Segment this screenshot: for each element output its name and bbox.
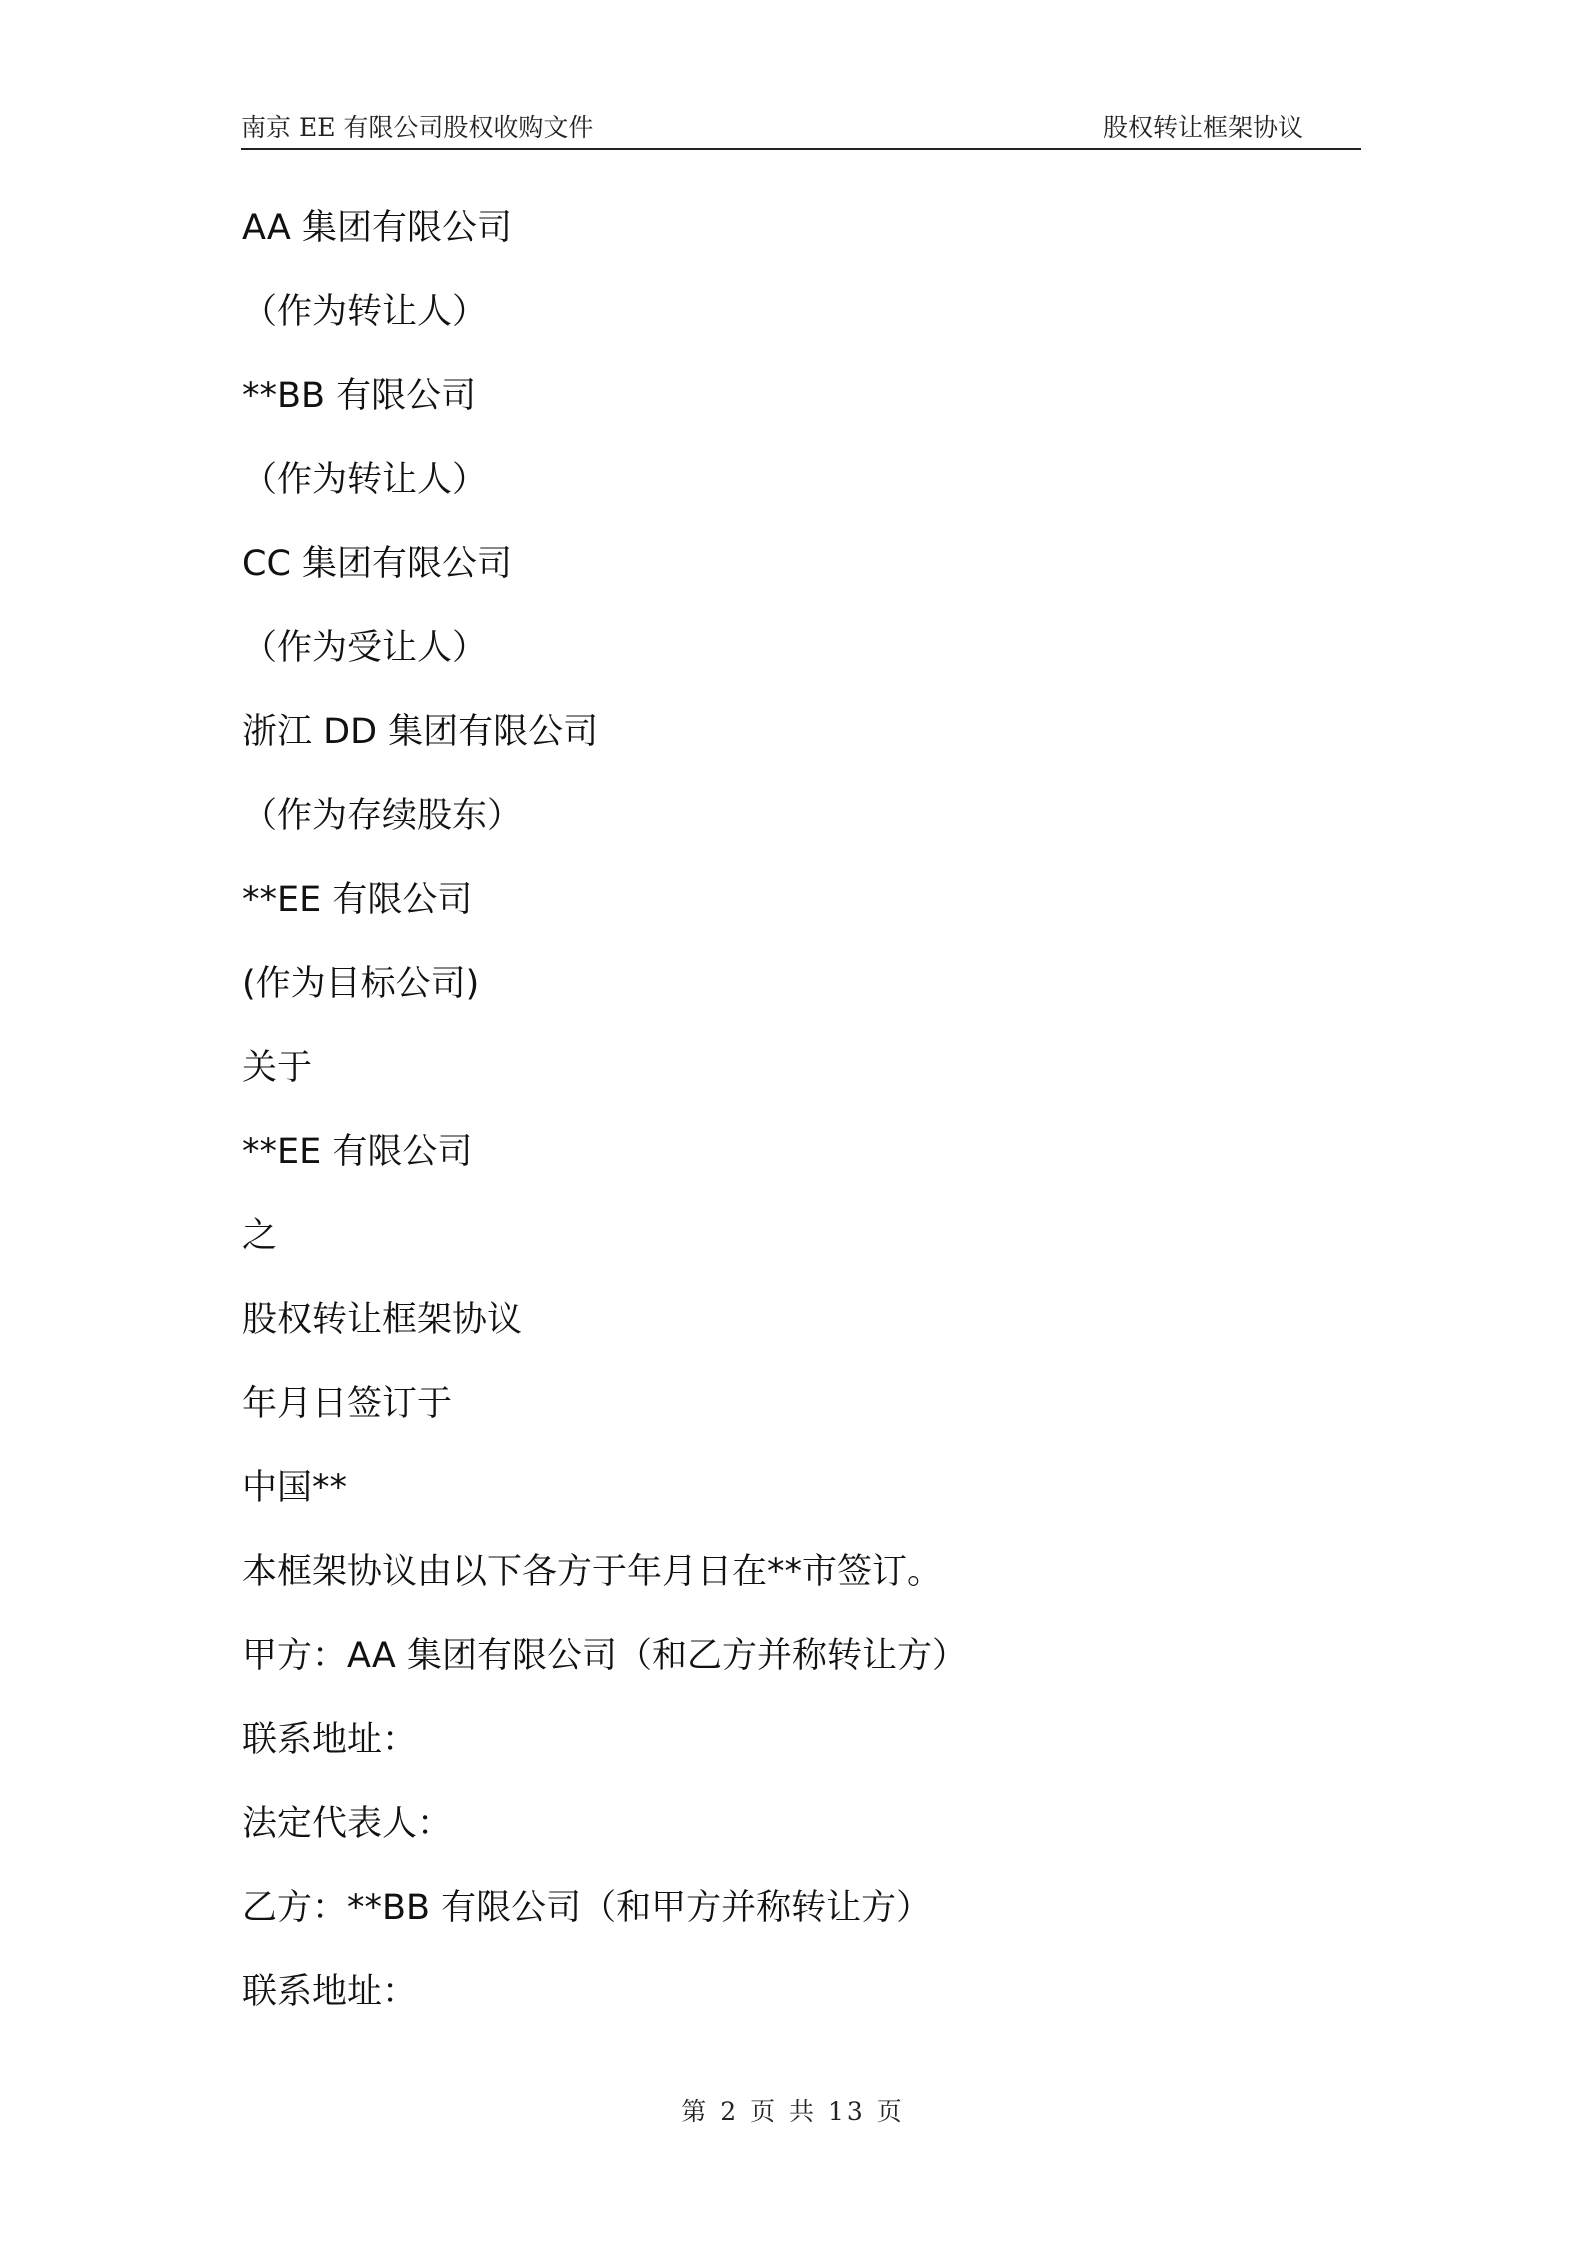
transferee-name: CC 集团有限公司 xyxy=(242,544,513,584)
document-body xyxy=(242,198,1342,2046)
signing-place-line: 中国** xyxy=(242,1468,348,1508)
header-document-title: 南京 EE 有限公司股权收购文件 xyxy=(241,113,594,142)
party-b-role: （作为转让人） xyxy=(242,460,488,500)
header-agreement-title: 股权转让框架协议 xyxy=(1102,113,1303,142)
party-a-name: AA 集团有限公司 xyxy=(242,208,512,248)
party-a-address-label: 联系地址： xyxy=(242,1720,418,1760)
party-a-line: 甲方：AA 集团有限公司（和乙方并称转让方） xyxy=(242,1636,967,1676)
agreement-title: 股权转让框架协议 xyxy=(242,1300,523,1340)
party-b-address-label: 联系地址： xyxy=(242,1972,418,2012)
signing-date-line: 年月日签订于 xyxy=(242,1384,453,1424)
surviving-shareholder-role: （作为存续股东） xyxy=(242,796,523,836)
party-b-name: **BB 有限公司 xyxy=(242,376,477,416)
target-company-role: (作为目标公司) xyxy=(242,964,480,1004)
party-a-role: （作为转让人） xyxy=(242,292,488,332)
party-a-legal-rep-label: 法定代表人： xyxy=(242,1804,453,1844)
of-label: 之 xyxy=(242,1216,278,1256)
party-b-line: 乙方：**BB 有限公司（和甲方并称转让方） xyxy=(242,1888,932,1928)
about-label: 关于 xyxy=(242,1048,313,1088)
target-company-name: **EE 有限公司 xyxy=(242,880,473,920)
surviving-shareholder-name: 浙江 DD 集团有限公司 xyxy=(242,712,599,752)
page-number: 第 2 页 共 13 页 xyxy=(681,2097,905,2126)
agreement-intro: 本框架协议由以下各方于年月日在**市签订。 xyxy=(242,1552,943,1592)
transferee-role: （作为受让人） xyxy=(242,628,488,668)
subject-company-name: **EE 有限公司 xyxy=(242,1132,473,1172)
page-header xyxy=(241,110,1361,150)
